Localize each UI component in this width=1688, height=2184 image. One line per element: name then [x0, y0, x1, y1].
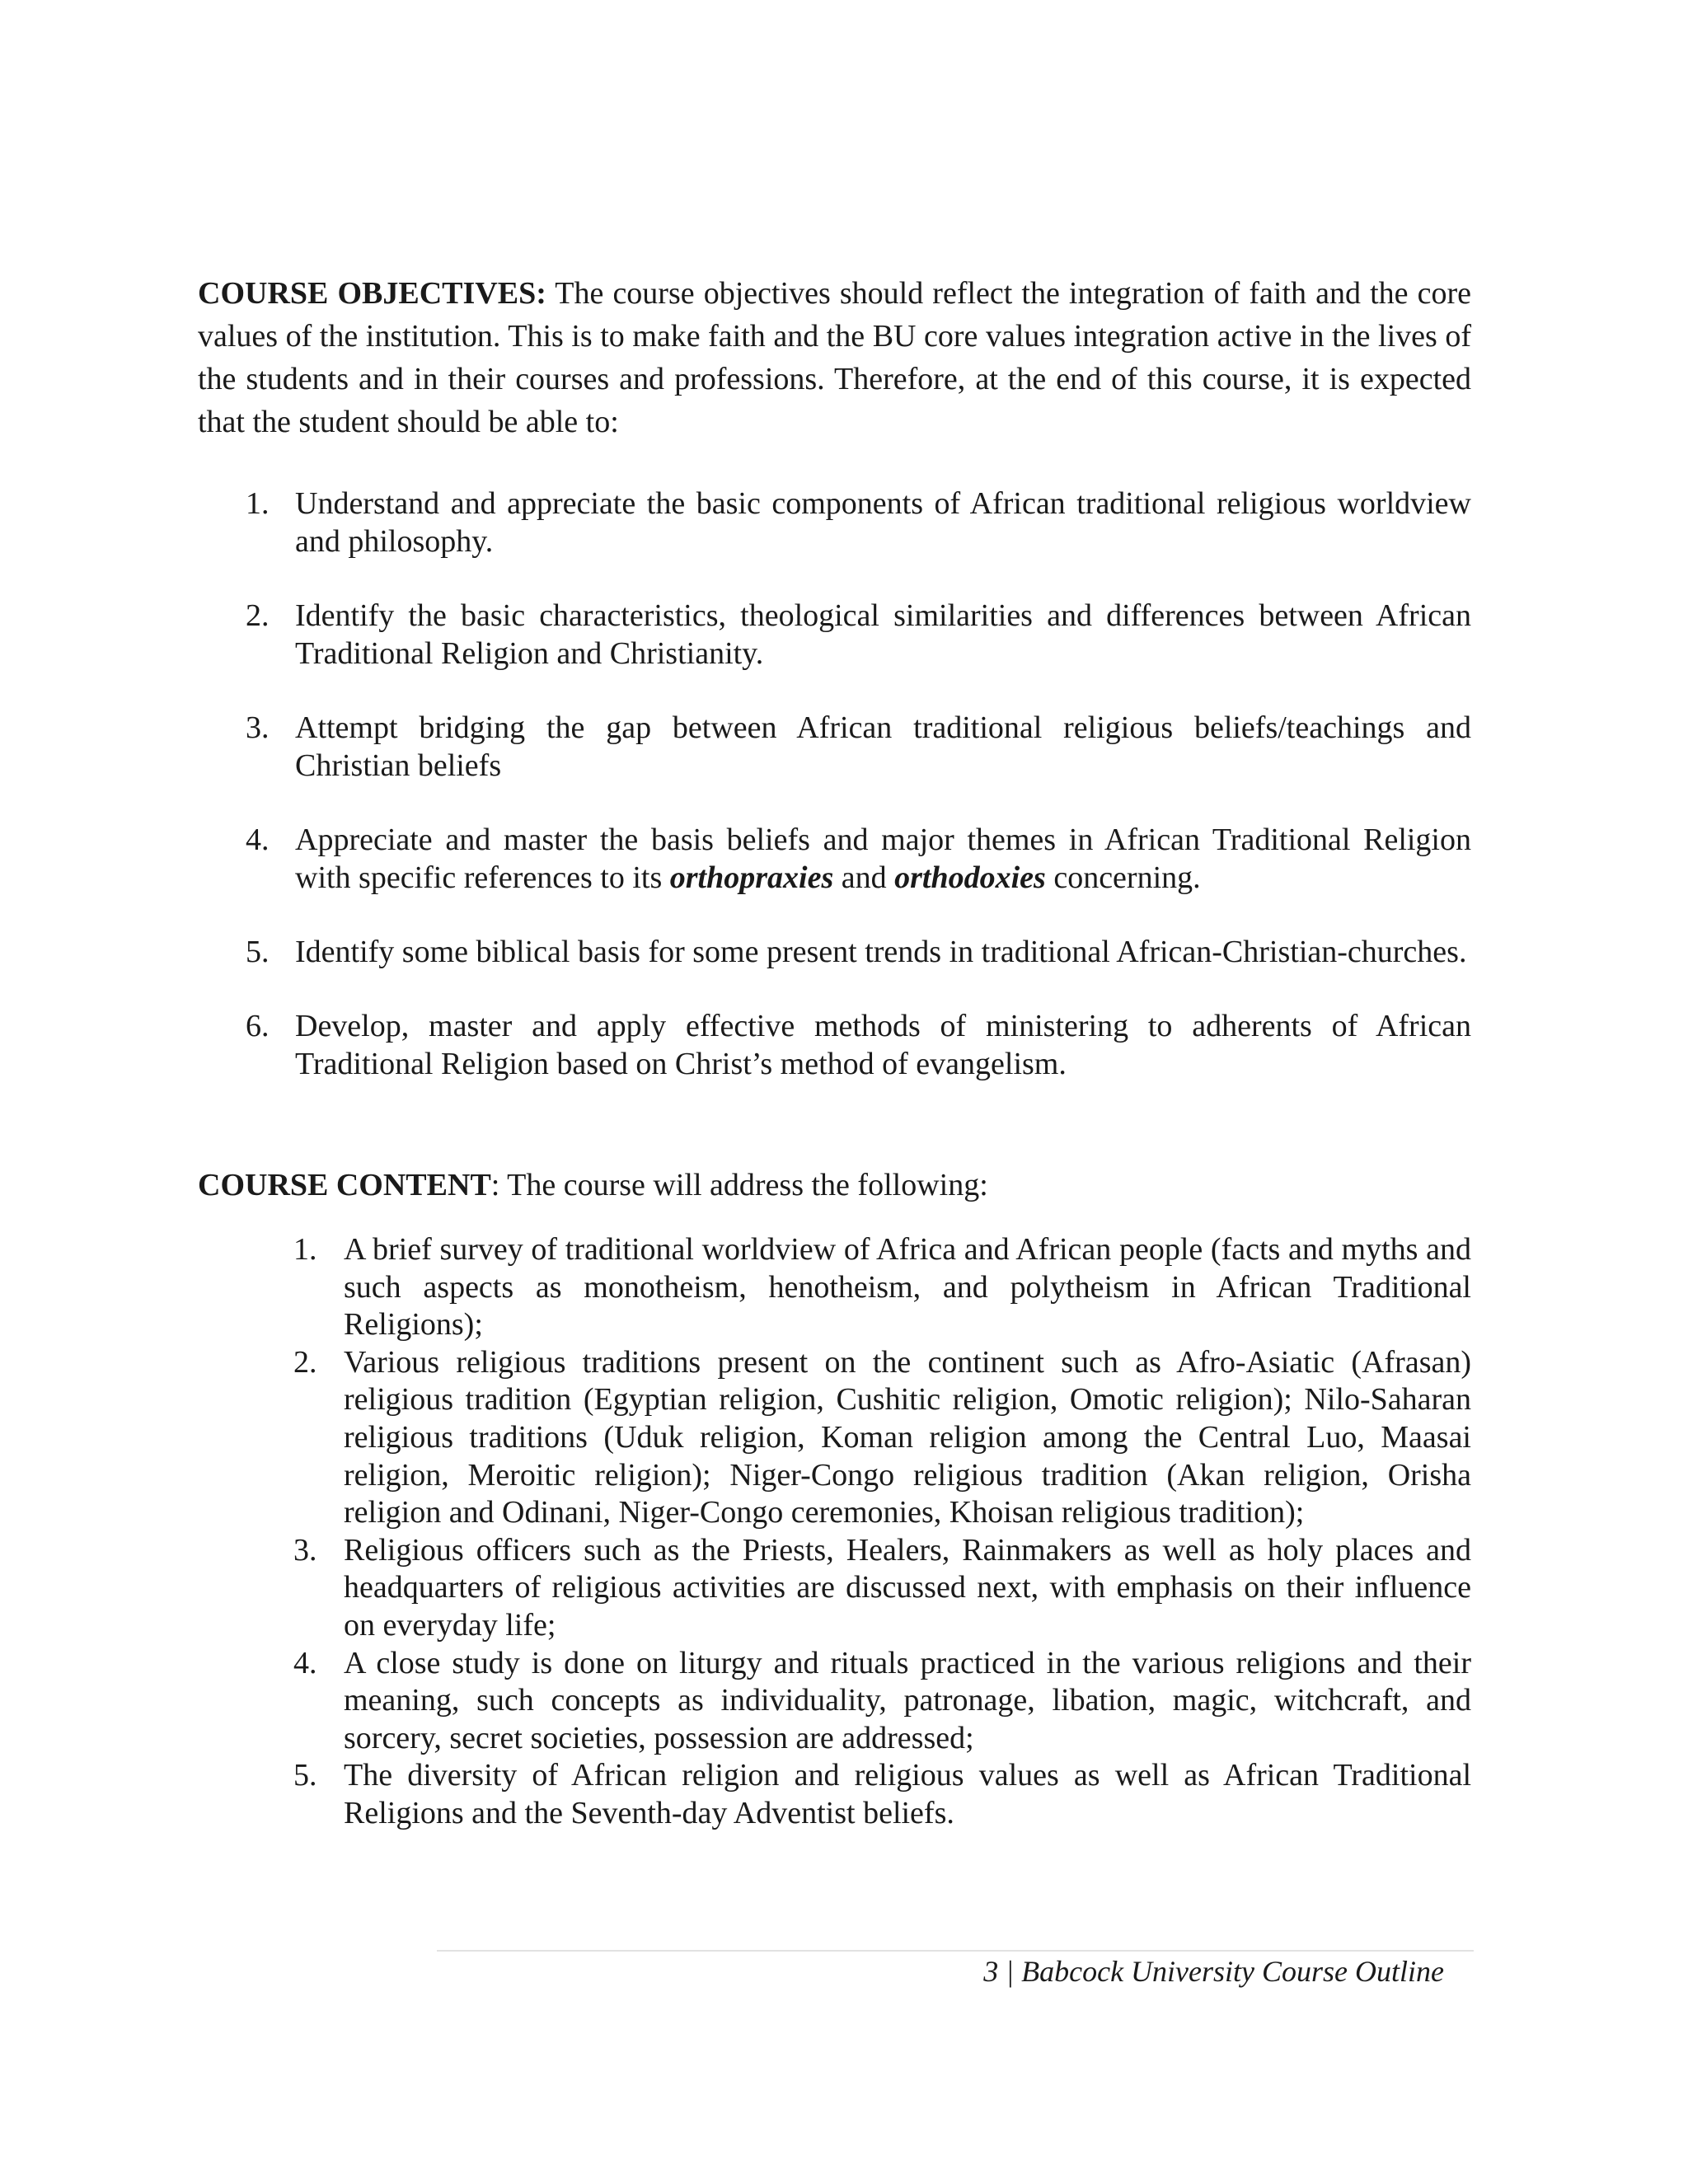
objective-number: 6.	[246, 1009, 270, 1043]
content-intro: : The course will address the following:	[490, 1168, 988, 1202]
content-number: 1.	[293, 1232, 317, 1267]
objective-item-6	[198, 1007, 1471, 1083]
objective-text: Identify the basic characteristics, theological similarities and differences between African Traditional Religion and Christianity.	[295, 598, 1471, 671]
objective-number: 2.	[246, 598, 270, 633]
objective-text-before: Appreciate and master the basis beliefs and major themes in African Traditional Religion with specific references to its	[295, 823, 1471, 895]
content-text: A brief survey of traditional worldview of Africa and African people (facts and myths and such aspects as monotheism, henotheism, and polytheism in African Traditional Religions);	[344, 1232, 1471, 1343]
objectives-heading: COURSE OBJECTIVES:	[198, 276, 546, 311]
objective-number: 3.	[246, 710, 270, 745]
objective-text: Identify some biblical basis for some present trends in traditional African-Christian-churches.	[295, 935, 1467, 969]
page-footer: 3 | Babcock University Course Outline	[983, 1955, 1444, 1988]
objective-number: 1.	[246, 486, 270, 521]
content-text: A close study is done on liturgy and rituals practiced in the various religions and their meaning, such concepts as individuality, patronage, libation, magic, witchcraft, and sorcery, secret societies, possession are addressed;	[344, 1645, 1471, 1755]
objective-item-1	[198, 485, 1471, 560]
objective-item-4	[198, 821, 1471, 897]
objective-number: 4.	[246, 823, 270, 857]
objective-number: 5.	[246, 935, 270, 969]
content-text: Various religious traditions present on the continent such as Afro-Asiatic (Afrasan) religious tradition (Egyptian religion, Cushitic religion, Omotic religion); Nilo-Saharan religious traditions (Uduk religion, Koman religion among the Central Luo, Maasai religion, Meroitic religion); Niger-Congo religious tradition (Akan religion, Orisha religion and Odinani, Niger-Congo ceremonies, Khoisan religious tradition);	[344, 1344, 1471, 1530]
objective-text-mid: and	[833, 860, 895, 895]
content-text: The diversity of African religion and religious values as well as African Traditional Religions and the Seventh-day Adventist beliefs.	[344, 1758, 1471, 1830]
objectives-paragraph	[198, 272, 1471, 443]
content-list	[198, 1231, 1471, 1833]
content-number: 4.	[293, 1645, 317, 1680]
content-number: 2.	[293, 1344, 317, 1380]
objective-item-2	[198, 597, 1471, 673]
objective-text-after: concerning.	[1045, 860, 1201, 895]
content-number: 5.	[293, 1758, 317, 1793]
content-item-5	[198, 1757, 1471, 1832]
content-item-3	[198, 1532, 1471, 1645]
objective-item-5	[198, 933, 1471, 971]
content-item-1	[198, 1231, 1471, 1344]
content-heading: COURSE CONTENT	[198, 1168, 491, 1202]
content-item-2	[198, 1344, 1471, 1532]
objective-text: Understand and appreciate the basic components of African traditional religious worldview and philosophy.	[295, 486, 1471, 559]
content-paragraph	[198, 1164, 1471, 1207]
objectives-list	[198, 485, 1471, 1083]
page-body	[198, 272, 1471, 1833]
content-text: Religious officers such as the Priests, Healers, Rainmakers as well as holy places and headquarters of religious activities are discussed next, with emphasis on their influence on everyday life;	[344, 1532, 1471, 1643]
content-number: 3.	[293, 1532, 317, 1568]
objective-text: Attempt bridging the gap between African traditional religious beliefs/teachings and Christian beliefs	[295, 710, 1471, 783]
objectives-intro: The course objectives should reflect the integration of faith and the core values of the institution. This is to make faith and the BU core values integration active in the lives of the students and in their courses and professions. Therefore, at the end of this course, it is expected that the student should be able to:	[198, 276, 1471, 439]
content-item-4	[198, 1645, 1471, 1758]
objective-item-3	[198, 709, 1471, 785]
emphasis-orthodoxies: orthodoxies	[894, 860, 1046, 895]
objective-text: Develop, master and apply effective methods of ministering to adherents of African Traditional Religion based on Christ’s method of evangelism.	[295, 1009, 1471, 1081]
emphasis-orthopraxies: orthopraxies	[669, 860, 834, 895]
